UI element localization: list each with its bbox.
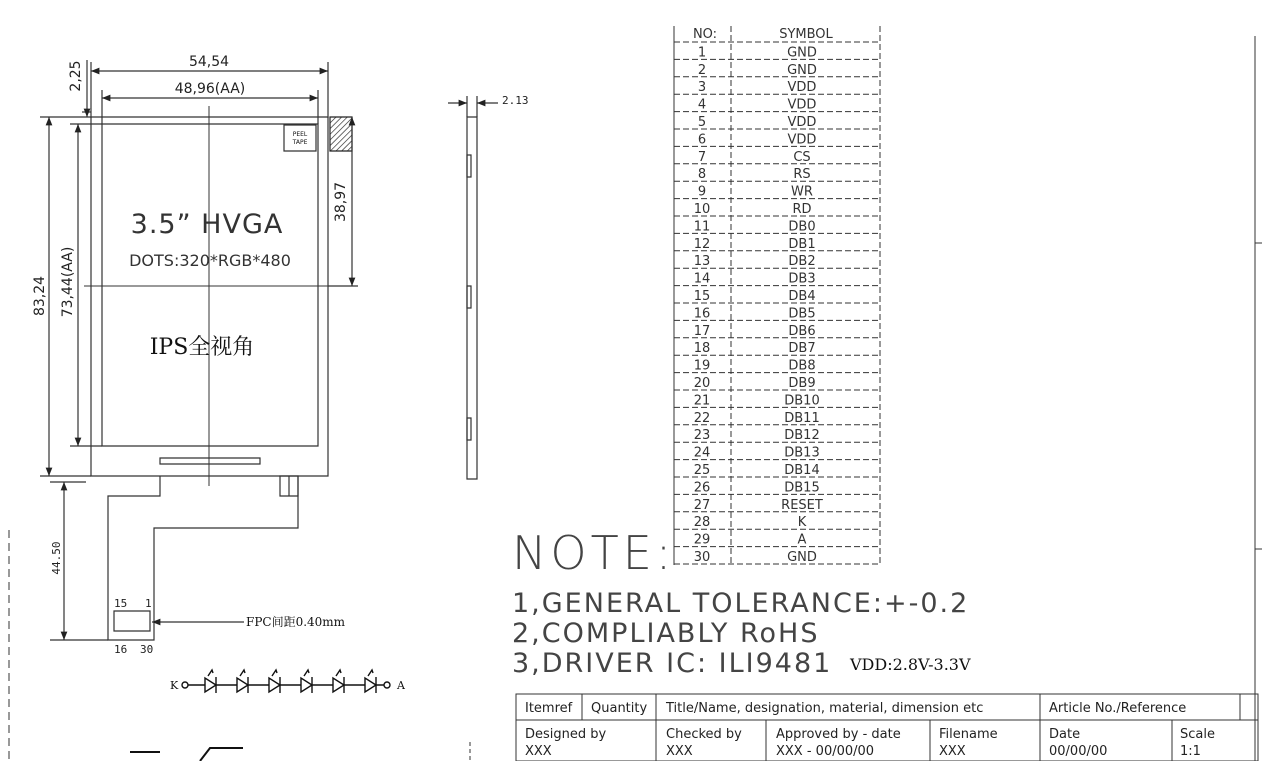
peel-tape-hatch <box>330 117 352 151</box>
tb-filename: Filename <box>939 727 998 742</box>
pin-number: 26 <box>693 480 711 496</box>
pin-number: 17 <box>693 323 711 339</box>
ips-label: IPS全视角 <box>149 335 255 360</box>
pin-symbol: VDD <box>787 80 817 96</box>
pin-number: 6 <box>697 132 707 148</box>
tb-checked-by-value: XXX <box>666 744 693 759</box>
tb-scale-value: 1:1 <box>1180 744 1201 759</box>
pin-symbol: DB15 <box>784 480 820 496</box>
pin-number: 30 <box>693 550 711 565</box>
dim-aa-height-text: 73,44(AA) <box>60 246 76 318</box>
pin-symbol: DB1 <box>788 236 816 252</box>
pin-number: 29 <box>693 532 711 548</box>
pin-number: 8 <box>697 167 707 183</box>
led-ray-icon <box>240 670 245 676</box>
tb-quantity: Quantity <box>591 701 648 716</box>
pin-symbol: A <box>797 532 807 548</box>
peel-tape-label-2: TAPE <box>292 139 308 146</box>
dim-fpc-length-text: 44.50 <box>50 541 63 575</box>
tb-designed-by-value: XXX <box>525 744 552 759</box>
pin-number: 1 <box>697 45 707 61</box>
pin-number: 20 <box>693 376 711 391</box>
pin-number: 15 <box>693 289 711 304</box>
pin-symbol: DB12 <box>784 428 820 444</box>
tb-itemref: Itemref <box>525 701 573 716</box>
tb-designed-by: Designed by <box>525 727 607 742</box>
pin-symbol: VDD <box>787 115 817 130</box>
dots-label: DOTS:320*RGB*480 <box>129 251 291 270</box>
pin-symbol: DB3 <box>788 271 816 287</box>
pin-table <box>674 26 880 565</box>
pin-number: 9 <box>697 184 707 200</box>
front-view <box>9 60 358 761</box>
pin-number: 22 <box>693 410 711 426</box>
pin-symbol: K <box>797 515 807 531</box>
pin-number: 10 <box>693 202 711 217</box>
pin-number: 25 <box>693 463 711 478</box>
side-view <box>448 96 498 479</box>
pin-number: 13 <box>693 254 711 270</box>
tb-article: Article No./Reference <box>1049 701 1187 716</box>
peel-tape <box>284 125 316 151</box>
tb-checked-by: Checked by <box>666 727 742 742</box>
dim-top-offset-text: 2,25 <box>68 60 84 92</box>
pin-symbol: DB9 <box>788 376 816 391</box>
pin-number: 18 <box>693 341 711 357</box>
pin-symbol: DB11 <box>784 410 820 426</box>
pin-symbol: GND <box>787 550 817 565</box>
fpc-contact-pads <box>114 611 150 631</box>
pin-number: 12 <box>693 236 711 252</box>
tb-date: Date <box>1049 727 1081 742</box>
dim-thickness-text: 2.13 <box>502 94 529 107</box>
pin-symbol: DB10 <box>784 393 820 409</box>
pin-number: 14 <box>693 271 711 287</box>
fpc-pin-15: 15 <box>114 597 128 610</box>
note-line-2: 2,COMPLIABLY RoHS <box>512 618 820 649</box>
led-ray-icon <box>272 670 277 676</box>
pin-number: 28 <box>693 515 711 531</box>
note-vdd: VDD:2.8V-3.3V <box>850 655 971 674</box>
dim-tape-height-text: 38,97 <box>333 181 349 223</box>
led-ray-icon <box>208 670 213 676</box>
led-diode-icon <box>205 678 216 692</box>
pin-symbol: DB8 <box>788 358 816 374</box>
tb-scale: Scale <box>1180 727 1215 742</box>
pin-symbol: GND <box>787 45 817 61</box>
led-string <box>182 670 390 693</box>
fpc-pin-16: 16 <box>114 643 128 656</box>
pin-number: 2 <box>697 62 707 78</box>
tb-filename-value: XXX <box>939 744 966 759</box>
led-a-label: A <box>397 679 405 692</box>
pin-symbol: DB0 <box>788 219 816 235</box>
dim-width-text: 54,54 <box>188 54 230 70</box>
fpc-pin-1: 1 <box>145 597 152 610</box>
tb-approved-by: Approved by - date <box>776 727 901 742</box>
led-diode-icon <box>301 678 312 692</box>
pin-header-no: NO: <box>692 27 718 42</box>
dim-height-text: 83,24 <box>32 275 48 317</box>
note-line-3: 3,DRIVER IC: ILI9481 <box>512 648 833 679</box>
tb-date-value: 00/00/00 <box>1049 744 1108 759</box>
pin-number: 21 <box>693 393 711 409</box>
pin-symbol: CS <box>793 149 811 165</box>
bottom-fragment <box>130 748 243 761</box>
led-diode-icon <box>365 678 376 692</box>
pin-number: 4 <box>697 97 707 113</box>
pin-header-symbol: SYMBOL <box>779 27 833 42</box>
pin-symbol: WR <box>791 184 813 200</box>
pin-number: 23 <box>693 428 711 444</box>
tb-title-name: Title/Name, designation, material, dimension etc <box>666 701 984 716</box>
dim-aa-width-text: 48,96(AA) <box>174 81 246 97</box>
fpc-pitch-label: FPC间距0.40mm <box>246 615 346 629</box>
pin-symbol: DB14 <box>784 463 820 478</box>
pin-symbol: DB7 <box>788 341 816 357</box>
pin-symbol: RS <box>793 167 811 183</box>
note-line-1: 1,GENERAL TOLERANCE:+-0.2 <box>512 588 970 619</box>
led-diode-icon <box>269 678 280 692</box>
pin-symbol: RESET <box>781 497 823 513</box>
pin-symbol: DB2 <box>788 254 816 270</box>
pin-symbol: GND <box>787 62 817 78</box>
peel-tape-label-1: PEEL <box>292 131 308 138</box>
active-area <box>102 124 318 446</box>
pin-number: 16 <box>693 306 711 322</box>
pin-symbol: DB6 <box>788 323 816 339</box>
led-k-label: K <box>170 679 179 692</box>
led-diode-icon <box>333 678 344 692</box>
led-diode-icon <box>237 678 248 692</box>
pin-symbol: VDD <box>787 132 817 148</box>
fpc-pin-30: 30 <box>140 643 154 656</box>
led-ray-icon <box>368 670 373 676</box>
pin-symbol: DB13 <box>784 445 820 461</box>
pin-number: 24 <box>693 445 711 461</box>
led-ray-icon <box>336 670 341 676</box>
side-outline <box>467 117 477 479</box>
size-label: 3.5” HVGA <box>130 209 284 240</box>
led-ray-icon <box>304 670 309 676</box>
pin-symbol: RD <box>792 202 812 217</box>
pin-number: 7 <box>697 149 707 165</box>
pin-symbol: DB4 <box>788 289 816 304</box>
tb-approved-by-value: XXX - 00/00/00 <box>776 744 875 759</box>
pin-number: 11 <box>693 219 711 235</box>
pin-number: 5 <box>697 115 707 130</box>
note-title: NOTE: <box>512 526 676 580</box>
pin-number: 27 <box>693 497 711 513</box>
pin-symbol: VDD <box>787 97 817 113</box>
pin-number: 19 <box>693 358 711 374</box>
pin-number: 3 <box>697 80 707 96</box>
pin-symbol: DB5 <box>788 306 816 322</box>
